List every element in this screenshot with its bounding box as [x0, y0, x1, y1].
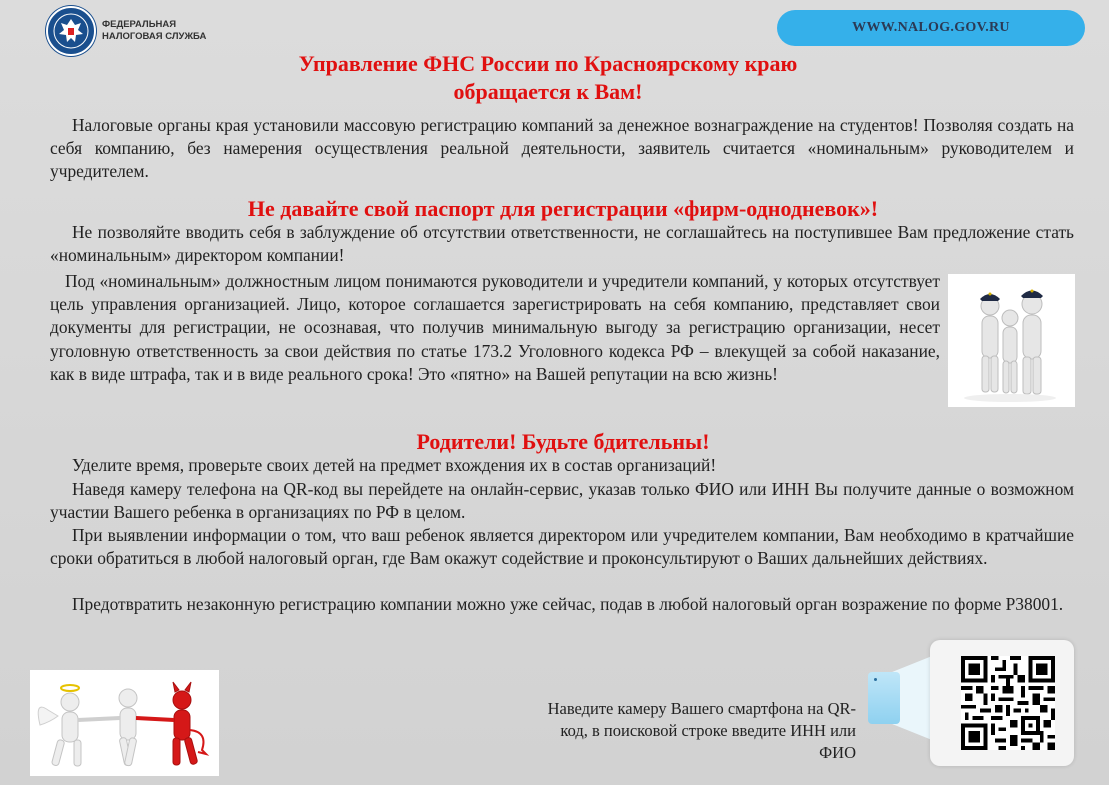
logo-line2: НАЛОГОВАЯ СЛУЖБА	[102, 31, 207, 42]
objection-form-paragraph: Предотвратить незаконную регистрацию компании можно уже сейчас, подав в любой налоговый орган возражение по форме Р38001.	[72, 594, 1064, 614]
liability-paragraph: Под «номинальным» должностным лицом понимаются руководители и учредители компаний, у которых отсутствует цель управления организацией. Лицо, которое соглашается зарегистрировать на себя компанию, представляет свои документы для регистрации, не осознавая, что получив минимальную выгоду за регистрацию организации, несет уголовную ответственность за свои действия по статье 173.2 Уголовного кодекса РФ – влекущей за собой наказание, как в виде штрафа, так и в виде реального срока! Это «пятно» на Вашей репутации на всю жизнь!	[50, 271, 940, 384]
smartphone-icon	[868, 672, 900, 724]
check-children-paragraph: Уделите время, проверьте своих детей на предмет вхождения их в состав организаций!	[72, 455, 717, 475]
qr-caption-line3: ФИО	[819, 743, 856, 762]
eagle-emblem-icon	[46, 6, 96, 56]
qr-caption-line2: код, в поисковой строке введите ИНН или	[560, 721, 856, 740]
qr-caption-line1: Наведите камеру Вашего смартфона на QR-	[547, 699, 856, 718]
contact-tax-office-paragraph: При выявлении информации о том, что ваш ребенок является директором или учредителем компании, Вам необходимо в кратчайшие сроки обратиться в любой налоговый орган, где Вам окажут содействие и проконсультируют о Ваших дальнейших действиях.	[50, 525, 1074, 569]
fns-logo	[46, 6, 206, 56]
intro-paragraph: Налоговые органы края установили массовую регистрацию компаний за денежное вознаграждение на студентов! Позволяя создать на себя компанию, без намерения осуществления реальной деятельности, заявитель считается «номинальным» руководителем и учредителем.	[50, 115, 1074, 182]
website-link[interactable]: WWW.NALOG.GOV.RU	[777, 10, 1085, 46]
title-line2: обращается к Вам!	[453, 79, 643, 104]
nominal-director-paragraph: Не позволяйте вводить себя в заблуждение об отсутствии ответственности, не соглашайтесь на поступившее Вам предложение стать «номинальным» директором компании!	[50, 222, 1074, 266]
qr-caption	[500, 698, 856, 764]
passport-warning-heading: Не давайте свой паспорт для регистрации «фирм-однодневок»!	[247, 196, 879, 221]
qr-code-icon[interactable]	[961, 656, 1055, 750]
angel-devil-tug-illustration	[30, 670, 219, 776]
title-line1: Управление ФНС России по Красноярскому краю	[298, 51, 798, 76]
parents-heading: Родители! Будьте бдительны!	[416, 429, 710, 454]
page-title	[0, 50, 1096, 106]
logo-line1: ФЕДЕРАЛЬНАЯ	[102, 19, 177, 30]
police-arrest-illustration	[948, 274, 1075, 407]
qr-code-card[interactable]	[930, 640, 1074, 766]
logo-text	[102, 19, 206, 43]
qr-instructions-paragraph: Наведя камеру телефона на QR-код вы перейдете на онлайн-сервис, указав только ФИО или ИНН Вы получите данные о возможном участии Вашего ребенка в организациях по РФ в целом.	[50, 479, 1074, 523]
